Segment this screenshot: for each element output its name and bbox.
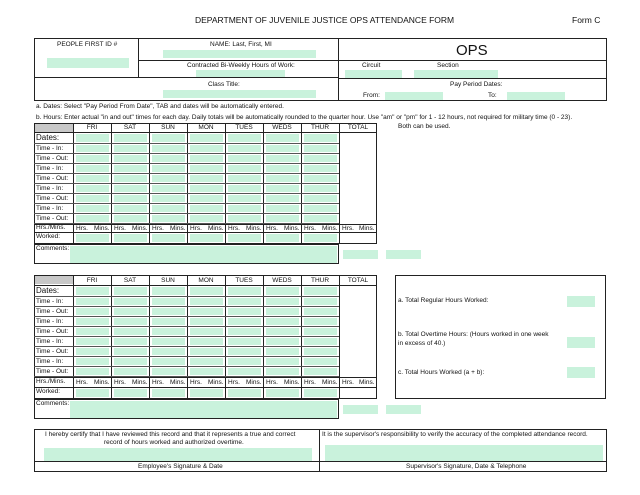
week2-row-time-out: Time - Out: (36, 368, 69, 375)
week2-row-time-out: Time - Out: (36, 328, 69, 335)
summary-overtime-label: b. Total Overtime Hours: (Hours worked in one week (398, 331, 549, 338)
week1-cell[interactable] (190, 155, 223, 162)
week1-cell[interactable] (114, 205, 147, 212)
week1-cell[interactable] (228, 215, 261, 222)
week1-hrs-label: Hrs. (342, 225, 354, 232)
week1-worked-cell[interactable] (228, 234, 261, 242)
week2-cell[interactable] (114, 368, 147, 375)
week1-cell[interactable] (266, 145, 299, 152)
week1-cell[interactable] (304, 145, 337, 152)
week1-cell[interactable] (152, 155, 185, 162)
week2-cell[interactable] (114, 308, 147, 315)
instruction-hours: b. Hours: Enter actual "in and out" times for each day. Daily totals will be automatically rounded to the quarter hour. Use "am" or "pm" for 1 - 12 hours, not required for military time (0 - 23). (36, 114, 573, 121)
week1-hrs-label: Hrs. (190, 225, 202, 232)
week1-cell[interactable] (266, 165, 299, 172)
week1-cell[interactable] (266, 195, 299, 202)
week2-cell[interactable] (266, 308, 299, 315)
summary-total-hours-field[interactable] (567, 367, 595, 378)
people-first-id-label: PEOPLE FIRST ID # (57, 41, 118, 48)
week1-total-mins-field[interactable] (386, 250, 421, 259)
employee-certify-text: I hereby certify that I have reviewed this record and that it represents a true and correct (45, 431, 296, 438)
week2-row-time-in: Time - In: (36, 318, 64, 325)
week1-cell[interactable] (266, 185, 299, 192)
form-title: DEPARTMENT OF JUVENILE JUSTICE OPS ATTENDANCE FORM (195, 15, 455, 25)
week1-worked-label: Worked: (36, 233, 61, 240)
week1-header-total: TOTAL (347, 124, 369, 131)
week1-cell[interactable] (190, 175, 223, 182)
instruction-hours-cont: Both can be used. (398, 123, 451, 130)
week1-row-time-in: Time - In: (36, 145, 64, 152)
week1-cell[interactable] (304, 134, 337, 142)
week1-cell[interactable] (76, 175, 109, 182)
week1-cell[interactable] (304, 155, 337, 162)
week1-cell[interactable] (76, 165, 109, 172)
week2-worked-cell[interactable] (190, 389, 223, 397)
week1-row-dates: Dates: (36, 133, 60, 142)
week2-comments-label: Comments: (36, 400, 70, 407)
week1-cell[interactable] (76, 155, 109, 162)
week1-cell[interactable] (114, 134, 147, 142)
form-id: Form C (572, 15, 601, 25)
section-label: Section (437, 62, 459, 69)
week2-cell[interactable] (190, 338, 223, 345)
week2-cell[interactable] (190, 348, 223, 355)
week2-row-time-out: Time - Out: (36, 348, 69, 355)
week2-mins-label: Mins. (208, 379, 224, 386)
week2-worked-cell[interactable] (304, 389, 337, 397)
week1-mins-label: Mins. (94, 225, 110, 232)
week2-cell[interactable] (190, 318, 223, 325)
week1-cell[interactable] (266, 175, 299, 182)
week1-cell[interactable] (152, 134, 185, 142)
week2-cell[interactable] (266, 368, 299, 375)
week1-cell[interactable] (190, 145, 223, 152)
week1-header-fri: FRI (86, 124, 98, 131)
week1-cell[interactable] (190, 215, 223, 222)
week1-cell[interactable] (114, 185, 147, 192)
week1-cell[interactable] (152, 165, 185, 172)
week1-cell[interactable] (152, 205, 185, 212)
week2-mins-label: Mins. (284, 379, 300, 386)
summary-regular-hours-label: a. Total Regular Hours Worked: (398, 297, 489, 304)
week1-cell[interactable] (190, 185, 223, 192)
week2-cell[interactable] (228, 358, 261, 365)
week2-cell[interactable] (114, 348, 147, 355)
week2-mins-label: Mins. (359, 379, 375, 386)
week1-worked-cell[interactable] (76, 234, 109, 242)
week1-cell[interactable] (190, 134, 223, 142)
week2-hrs-label: Hrs. (266, 379, 278, 386)
week2-hrs-label: Hrs. (76, 379, 88, 386)
week2-comments-field[interactable] (70, 401, 337, 418)
week1-cell[interactable] (228, 165, 261, 172)
circuit-field[interactable] (345, 70, 402, 78)
week2-header-sun: SUN (161, 277, 175, 284)
week1-worked-cell[interactable] (114, 234, 147, 242)
summary-overtime-field[interactable] (567, 337, 595, 348)
week2-cell[interactable] (76, 298, 109, 305)
week1-worked-cell[interactable] (152, 234, 185, 242)
week2-worked-cell[interactable] (266, 389, 299, 397)
week1-cell[interactable] (76, 145, 109, 152)
contracted-hours-label: Contracted Bi-Weekly Hours of Work: (187, 62, 295, 69)
week2-cell[interactable] (76, 318, 109, 325)
week2-cell[interactable] (266, 348, 299, 355)
week2-cell[interactable] (304, 308, 337, 315)
week1-cell[interactable] (304, 195, 337, 202)
week2-cell[interactable] (152, 358, 185, 365)
week1-hrs-label: Hrs. (304, 225, 316, 232)
week1-cell[interactable] (76, 195, 109, 202)
week1-row-time-in: Time - In: (36, 205, 64, 212)
week2-cell[interactable] (266, 287, 299, 295)
week2-cell[interactable] (190, 298, 223, 305)
week1-header-mon: MON (198, 124, 214, 131)
week2-cell[interactable] (304, 368, 337, 375)
employee-signature-label: Employee's Signature & Date (138, 463, 223, 470)
week2-mins-label: Mins. (170, 379, 186, 386)
week1-cell[interactable] (152, 195, 185, 202)
week1-row-time-out: Time - Out: (36, 155, 69, 162)
week2-cell[interactable] (152, 298, 185, 305)
week2-cell[interactable] (228, 348, 261, 355)
summary-total-hours-label: c. Total Hours Worked (a + b): (398, 369, 485, 376)
week2-hrs-label: Hrs. (228, 379, 240, 386)
week2-mins-label: Mins. (132, 379, 148, 386)
week2-cell[interactable] (76, 328, 109, 335)
week2-hrs-label: Hrs. (152, 379, 164, 386)
week1-cell[interactable] (228, 145, 261, 152)
week1-header-sat: SAT (123, 124, 137, 131)
week2-worked-cell[interactable] (114, 389, 147, 397)
week2-cell[interactable] (152, 308, 185, 315)
week1-cell[interactable] (266, 215, 299, 222)
supervisor-certify-text: It is the supervisor's responsibility to verify the accuracy of the completed attendance record. (322, 431, 588, 438)
week1-mins-label: Mins. (284, 225, 300, 232)
week1-header-tues: TUES (235, 124, 253, 131)
week2-worked-cell[interactable] (152, 389, 185, 397)
week2-cell[interactable] (228, 328, 261, 335)
week2-cell[interactable] (266, 338, 299, 345)
week2-cell[interactable] (304, 348, 337, 355)
employee-signature-field[interactable] (44, 448, 312, 461)
week2-cell[interactable] (228, 338, 261, 345)
week1-row-time-in: Time - In: (36, 185, 64, 192)
week1-cell[interactable] (76, 185, 109, 192)
week1-comments-label: Comments: (36, 245, 70, 252)
week1-hrs-label: Hrs. (76, 225, 88, 232)
week1-row-time-in: Time - In: (36, 165, 64, 172)
week2-worked-label: Worked: (36, 388, 61, 395)
from-label: From: (363, 92, 380, 99)
week2-cell[interactable] (190, 308, 223, 315)
week1-cell[interactable] (304, 175, 337, 182)
week2-cell[interactable] (76, 308, 109, 315)
week2-hrs-label: Hrs. (342, 379, 354, 386)
week1-row-time-out: Time - Out: (36, 175, 69, 182)
summary-regular-hours-field[interactable] (567, 296, 595, 307)
week2-row-time-in: Time - In: (36, 358, 64, 365)
week1-cell[interactable] (114, 145, 147, 152)
week1-cell[interactable] (152, 145, 185, 152)
week1-cell[interactable] (304, 215, 337, 222)
week1-comments-field[interactable] (70, 246, 337, 263)
week2-total-hrs-field[interactable] (343, 405, 378, 414)
week2-cell[interactable] (228, 298, 261, 305)
week2-cell[interactable] (190, 368, 223, 375)
week2-cell[interactable] (152, 318, 185, 325)
week1-cell[interactable] (114, 195, 147, 202)
week2-worked-cell[interactable] (76, 389, 109, 397)
week2-cell[interactable] (76, 368, 109, 375)
week2-cell[interactable] (304, 328, 337, 335)
pay-period-to-field[interactable] (507, 92, 565, 100)
week2-cell[interactable] (114, 287, 147, 295)
week1-cell[interactable] (114, 215, 147, 222)
section-field[interactable] (414, 70, 498, 78)
week1-worked-cell[interactable] (266, 234, 299, 242)
week1-cell[interactable] (190, 195, 223, 202)
week1-cell[interactable] (152, 185, 185, 192)
week1-cell[interactable] (114, 165, 147, 172)
week1-hrs-label: Hrs. (152, 225, 164, 232)
week1-cell[interactable] (304, 205, 337, 212)
week1-cell[interactable] (114, 175, 147, 182)
circuit-label: Circuit (362, 62, 381, 69)
week1-hrs-label: Hrs. (228, 225, 240, 232)
week2-cell[interactable] (266, 298, 299, 305)
week2-row-time-in: Time - In: (36, 338, 64, 345)
supervisor-signature-label: Supervisor's Signature, Date & Telephone (406, 463, 527, 470)
week2-total-mins-field[interactable] (386, 405, 421, 414)
week1-header-weds: WEDS (272, 124, 292, 131)
week1-cell[interactable] (76, 205, 109, 212)
week2-cell[interactable] (190, 287, 223, 295)
week2-cell[interactable] (114, 298, 147, 305)
week1-cell[interactable] (190, 205, 223, 212)
week1-cell[interactable] (152, 175, 185, 182)
week1-cell[interactable] (76, 215, 109, 222)
week1-cell[interactable] (228, 175, 261, 182)
supervisor-signature-field[interactable] (325, 445, 603, 461)
week1-row-time-out: Time - Out: (36, 215, 69, 222)
week2-cell[interactable] (304, 338, 337, 345)
week2-cell[interactable] (152, 368, 185, 375)
week1-cell[interactable] (266, 155, 299, 162)
instruction-dates: a. Dates: Select "Pay Period From Date", TAB and dates will be automatically entered. (36, 103, 284, 110)
week2-cell[interactable] (152, 348, 185, 355)
week1-worked-cell[interactable] (190, 234, 223, 242)
week2-header-sat: SAT (123, 277, 137, 284)
week2-cell[interactable] (190, 358, 223, 365)
contracted-hours-field[interactable] (196, 70, 285, 77)
week1-cell[interactable] (304, 165, 337, 172)
week2-hrs-label: Hrs. (304, 379, 316, 386)
week2-mins-label: Mins. (246, 379, 262, 386)
week1-mins-label: Mins. (246, 225, 262, 232)
week2-worked-cell[interactable] (228, 389, 261, 397)
week2-row-dates: Dates: (36, 286, 60, 295)
week2-cell[interactable] (228, 368, 261, 375)
week1-hrs-label: Hrs. (114, 225, 126, 232)
week1-mins-label: Mins. (359, 225, 375, 232)
week2-header-fri: FRI (86, 277, 98, 284)
week1-header-thur: THUR (310, 124, 330, 131)
to-label: To: (488, 92, 497, 99)
week2-cell[interactable] (76, 287, 109, 295)
week1-cell[interactable] (190, 165, 223, 172)
week2-cell[interactable] (114, 358, 147, 365)
week2-row-time-out: Time - Out: (36, 308, 69, 315)
week2-cell[interactable] (228, 308, 261, 315)
week1-cell[interactable] (266, 205, 299, 212)
week2-cell[interactable] (228, 318, 261, 325)
week2-cell[interactable] (114, 338, 147, 345)
week2-cell[interactable] (228, 287, 261, 295)
week2-hrs-label: Hrs. (114, 379, 126, 386)
week2-mins-label: Mins. (322, 379, 338, 386)
week2-cell[interactable] (114, 318, 147, 325)
week2-cell[interactable] (304, 318, 337, 325)
ops-label: OPS (456, 42, 488, 59)
week2-cell[interactable] (152, 338, 185, 345)
week1-header-sun: SUN (161, 124, 175, 131)
week1-mins-label: Mins. (208, 225, 224, 232)
week1-cell[interactable] (228, 205, 261, 212)
week1-cell[interactable] (228, 185, 261, 192)
week2-cell[interactable] (152, 328, 185, 335)
week2-header-thur: THUR (310, 277, 330, 284)
week1-mins-label: Mins. (132, 225, 148, 232)
week2-cell[interactable] (152, 287, 185, 295)
week1-cell[interactable] (76, 134, 109, 142)
week2-cell[interactable] (114, 328, 147, 335)
week2-cell[interactable] (304, 358, 337, 365)
week2-cell[interactable] (266, 328, 299, 335)
name-field[interactable] (163, 50, 316, 58)
week2-cell[interactable] (304, 287, 337, 295)
week2-hrs-label: Hrs. (190, 379, 202, 386)
week1-cell[interactable] (152, 215, 185, 222)
week2-header-weds: WEDS (272, 277, 292, 284)
week2-cell[interactable] (266, 358, 299, 365)
week1-row-time-out: Time - Out: (36, 195, 69, 202)
pay-period-from-field[interactable] (385, 92, 443, 100)
week2-cell[interactable] (76, 338, 109, 345)
people-first-id-field[interactable] (47, 58, 129, 68)
week1-hrs-label: Hrs. (266, 225, 278, 232)
week2-header-tues: TUES (235, 277, 253, 284)
week1-cell[interactable] (304, 185, 337, 192)
pay-period-label: Pay Period Dates: (450, 81, 503, 88)
week1-cell[interactable] (228, 134, 261, 142)
employee-certify-text-cont: record of hours worked and authorized overtime. (104, 439, 244, 446)
week2-header-total: TOTAL (347, 277, 369, 284)
week2-cell[interactable] (76, 358, 109, 365)
week2-header-mon: MON (198, 277, 214, 284)
week1-cell[interactable] (228, 195, 261, 202)
week2-hrs-mins-label: Hrs./Mins. (36, 378, 66, 385)
week1-hrs-mins-label: Hrs./Mins. (36, 224, 66, 231)
week2-row-time-in: Time - In: (36, 298, 64, 305)
name-label: NAME: Last, First, MI (210, 41, 272, 48)
week1-worked-cell[interactable] (304, 234, 337, 242)
week1-cell[interactable] (228, 155, 261, 162)
week2-mins-label: Mins. (94, 379, 110, 386)
week2-cell[interactable] (76, 348, 109, 355)
week1-total-hrs-field[interactable] (343, 250, 378, 259)
week1-mins-label: Mins. (170, 225, 186, 232)
class-title-field[interactable] (163, 90, 316, 98)
week2-cell[interactable] (190, 328, 223, 335)
week1-cell[interactable] (114, 155, 147, 162)
class-title-label: Class Title: (208, 81, 240, 88)
week2-cell[interactable] (266, 318, 299, 325)
week1-cell[interactable] (266, 134, 299, 142)
summary-overtime-label-cont: in excess of 40.) (398, 340, 446, 347)
week2-cell[interactable] (304, 298, 337, 305)
week1-mins-label: Mins. (322, 225, 338, 232)
